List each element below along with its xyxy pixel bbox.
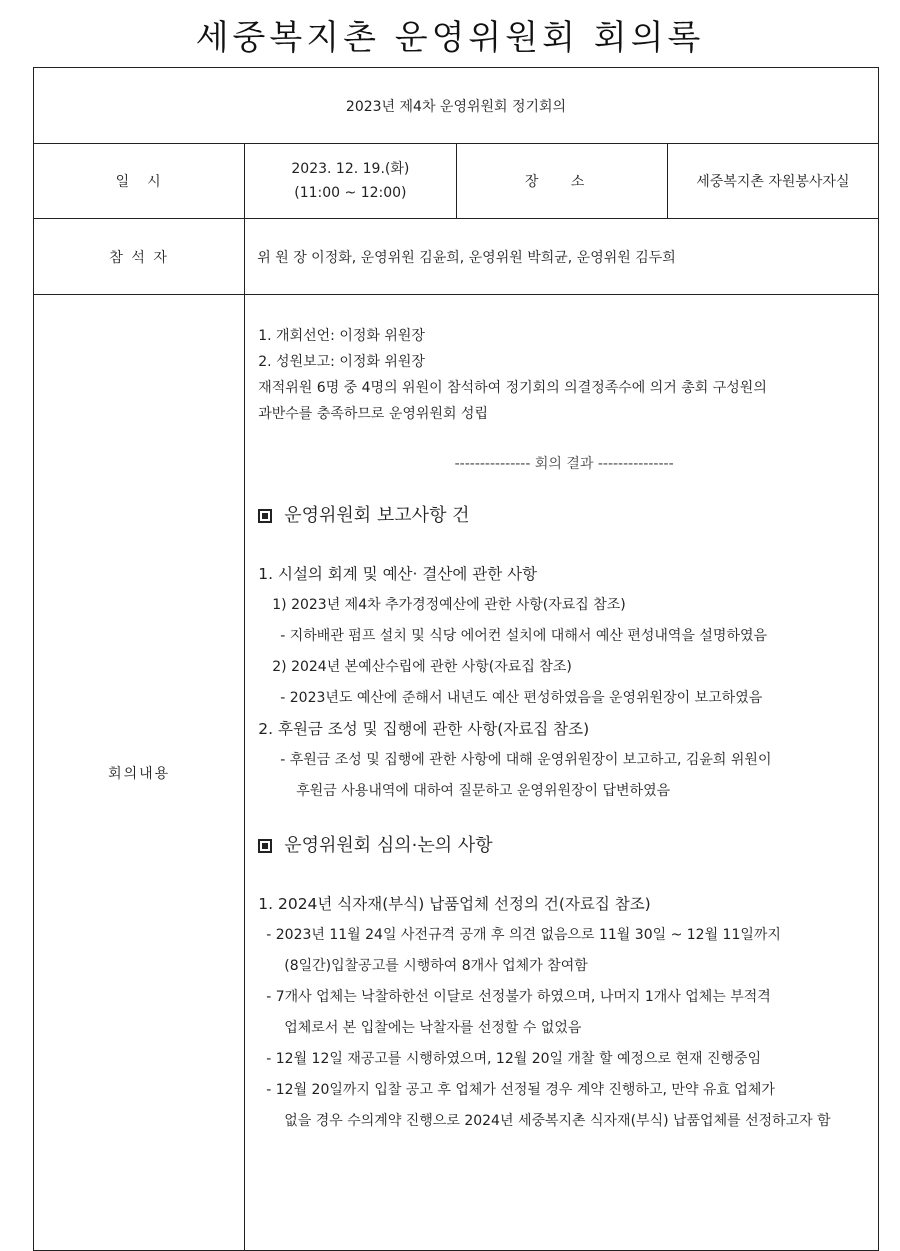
- meeting-place: 세중복지촌 자원봉사자실: [667, 144, 878, 219]
- report-subitem: 2) 2024년 본예산수립에 관한 사항(자료집 참조): [272, 659, 572, 675]
- report-subitem: 1) 2023년 제4차 추가경정예산에 관한 사항(자료집 참조): [272, 597, 626, 613]
- report-item: 1. 시설의 회계 및 예산· 결산에 관한 사항: [258, 565, 538, 583]
- review-detail: - 7개사 업체는 낙찰하한선 이달로 선정불가 하였으며, 나머지 1개사 업체는 부적격: [266, 989, 771, 1005]
- meeting-name: 2023년 제4차 운영위원회 정기회의: [34, 68, 879, 144]
- review-heading: [258, 833, 870, 859]
- date-place-row: [34, 144, 879, 219]
- filled-square-icon: [258, 839, 272, 853]
- review-detail: 업체로서 본 입찰에는 낙찰자를 선정할 수 없었음: [284, 1020, 582, 1036]
- report-heading: [258, 503, 870, 529]
- meeting-title-row: [34, 68, 879, 144]
- report-detail: - 2023년도 예산에 준해서 내년도 예산 편성하였음을 운영위원장이 보고하였음: [280, 690, 763, 706]
- review-heading-text: 운영위원회 심의·논의 사항: [284, 835, 493, 856]
- attendees-row: [34, 219, 879, 295]
- review-detail: - 12월 20일까지 입찰 공고 후 업체가 선정될 경우 계약 진행하고, 만약 유효 업체가: [266, 1082, 775, 1098]
- meeting-content: [258, 323, 870, 1137]
- content-label: 회의내용: [34, 295, 245, 1251]
- report-detail: - 후원금 조성 및 집행에 관한 사항에 대해 운영위원장이 보고하고, 김윤희 위원이: [280, 752, 772, 768]
- review-detail: 없을 경우 수의계약 진행으로 2024년 세중복지촌 식자재(부식) 납품업체를 선정하고자 함: [284, 1113, 831, 1129]
- opening-line: 2. 성원보고: 이정화 위원장: [258, 354, 425, 370]
- document-title: 세중복지촌 운영위원회 회의록: [195, 18, 705, 58]
- report-item: 2. 후원금 조성 및 집행에 관한 사항(자료집 참조): [258, 720, 590, 738]
- meeting-time: (11:00 ~ 12:00): [294, 185, 407, 201]
- opening-line: 재적위원 6명 중 4명의 위원이 참석하여 정기회의 의결정족수에 의거 총회 구성원의: [258, 380, 767, 396]
- place-label: 장 소: [456, 144, 667, 219]
- content-cell: [245, 295, 879, 1251]
- results-divider: --------------- 회의 결과 ---------------: [454, 456, 674, 472]
- review-detail: - 2023년 11월 24일 사전규격 공개 후 의견 없음으로 11월 30일 ~ 12월 11일까지: [266, 927, 781, 943]
- review-detail: - 12월 12일 재공고를 시행하였으며, 12월 20일 개찰 할 예정으로 현재 진행중임: [266, 1051, 762, 1067]
- review-detail: (8일간)입찰공고를 시행하여 8개사 업체가 참여함: [284, 958, 588, 974]
- content-row: [34, 295, 879, 1251]
- meeting-date: 2023. 12. 19.(화): [291, 161, 410, 177]
- attendees-label: 참 석 자: [34, 219, 245, 295]
- date-label: 일 시: [34, 144, 245, 219]
- attendees-list: 위 원 장 이정화, 운영위원 김윤희, 운영위원 박희균, 운영위원 김두희: [245, 219, 879, 295]
- opening-line: 과반수를 충족하므로 운영위원회 성립: [258, 406, 488, 422]
- report-heading-text: 운영위원회 보고사항 건: [284, 505, 470, 526]
- opening-line: 1. 개회선언: 이정화 위원장: [258, 328, 425, 344]
- report-detail: - 지하배관 펌프 설치 및 식당 에어컨 설치에 대해서 예산 편성내역을 설명하였음: [280, 628, 768, 644]
- review-item: 1. 2024년 식자재(부식) 납품업체 선정의 건(자료집 참조): [258, 895, 651, 913]
- date-cell: [245, 144, 456, 219]
- filled-square-icon: [258, 509, 272, 523]
- report-detail: 후원금 사용내역에 대하여 질문하고 운영위원장이 답변하였음: [296, 783, 671, 799]
- minutes-table: [33, 67, 879, 1251]
